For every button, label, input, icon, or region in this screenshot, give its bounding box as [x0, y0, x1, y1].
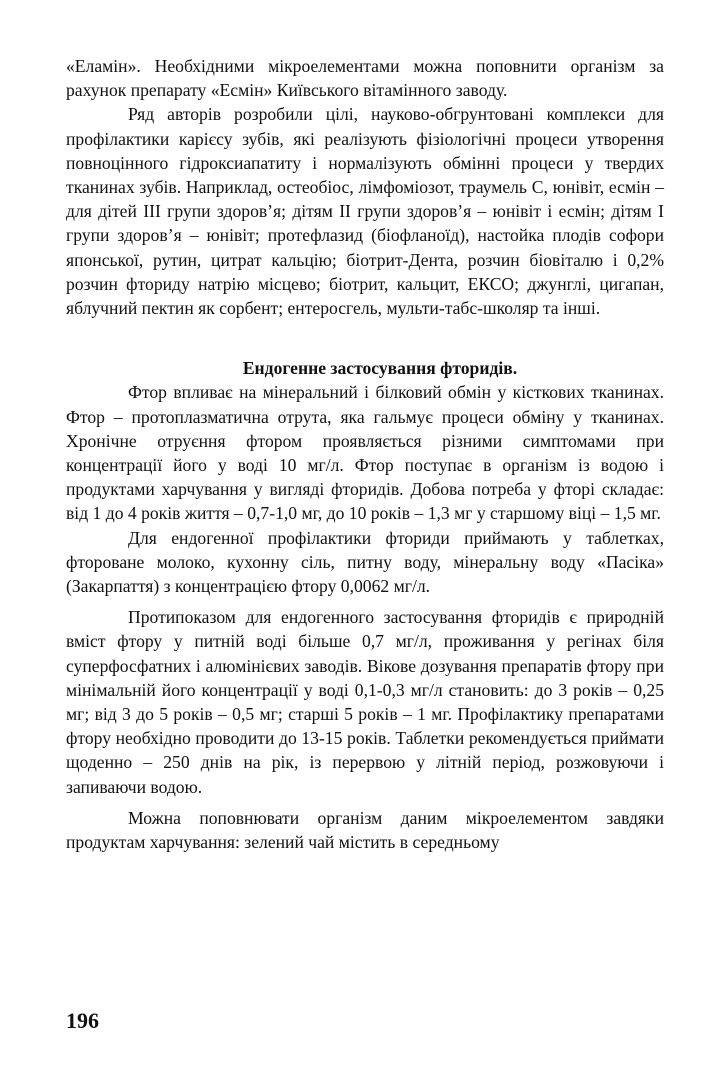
paragraph-fluorine-effects: Фтор впливає на мінеральний і білковий обмін у кісткових тканинах. Фтор – протоплазматична отрута, яка гальмує процеси обміну у тканинах. Хронічне отруєння фтором проявляється різними симптомами при концентрації його у воді 10 мг/л. Фтор поступає в організм із водою і продуктами харчування у вигляді фторидів. Добова потреба у фторі складає: від 1 до 4 років життя – 0,7-1,0 мг, до 10 років – 1,3 мг у старшому віці – 1,5 мг. — [66, 382, 664, 524]
paragraph-endogenous-prophylaxis: Для ендогенної профілактики фториди приймають у таблетках, фтороване молоко, кухонну сіль, питну воду, мінеральну воду «Пасіка» (Закарпаття) з концентрацією фтору 0,0062 мг/л. — [66, 527, 664, 597]
paragraph-continued: «Еламін». Необхідними мікроелементами можна поповнити організм за рахунок препарату «Есмін» Київського вітамінного заводу. — [66, 56, 664, 101]
page-number: 196 — [66, 1008, 99, 1033]
paragraph-food-sources: Можна поповнювати організм даним мікроелементом завдяки продуктам харчування: зелений чай містить в середньому — [66, 807, 664, 853]
body-text — [66, 54, 664, 854]
paragraph-contraindications: Протипоказом для ендогенного застосування фторидів є природній вміст фтору у питній воді більше 0,7 мг/л, проживання у регінах біля суперфосфатних і алюмінієвих заводів. Вікове дозування препаратів фтору при мінімальній його концентрації у воді 0,1-0,3 мг/л становить: до 3 років – 0,25 мг; від 3 до 5 років – 0,5 мг; старші 5 років – 1 мг. Профілактику препаратами фтору необхідно проводити до 13-15 років. Таблетки рекомендується приймати щоденно – 250 днів на рік, із перервою у літній період, розжовуючи і запиваючи водою. — [66, 607, 664, 797]
section-heading: Ендогенне застосування фторидів. — [242, 358, 518, 379]
paragraph-complexes: Ряд авторів розробили цілі, науково-обгрунтовані комплекси для профілактики карієсу зубів, які реалізують фізіологічні процеси утворення повноцінного гідроксиапатиту і нормалізують обмінні процеси у твердих тканинах зубів. Наприклад, остеобіос, лімфоміозот, траумель С, юнівіт, есмін – для дітей III групи здоров’я; дітям II групи здоров’я – юнівіт і есмін; дітям I групи здоров’я – юнівіт; протефлазид (біофланоїд), настойка плодів софори японської, рутин, цитрат кальцію; біотрит-Дента, розчин біовіталю і 0,2% розчин фториду натрію місцево; біотрит, кальцит, ЕКСО; джунглі, цигапан, яблучний пектин як сорбент; ентеросгель, мульти-табс-школяр та інші. — [66, 104, 664, 319]
